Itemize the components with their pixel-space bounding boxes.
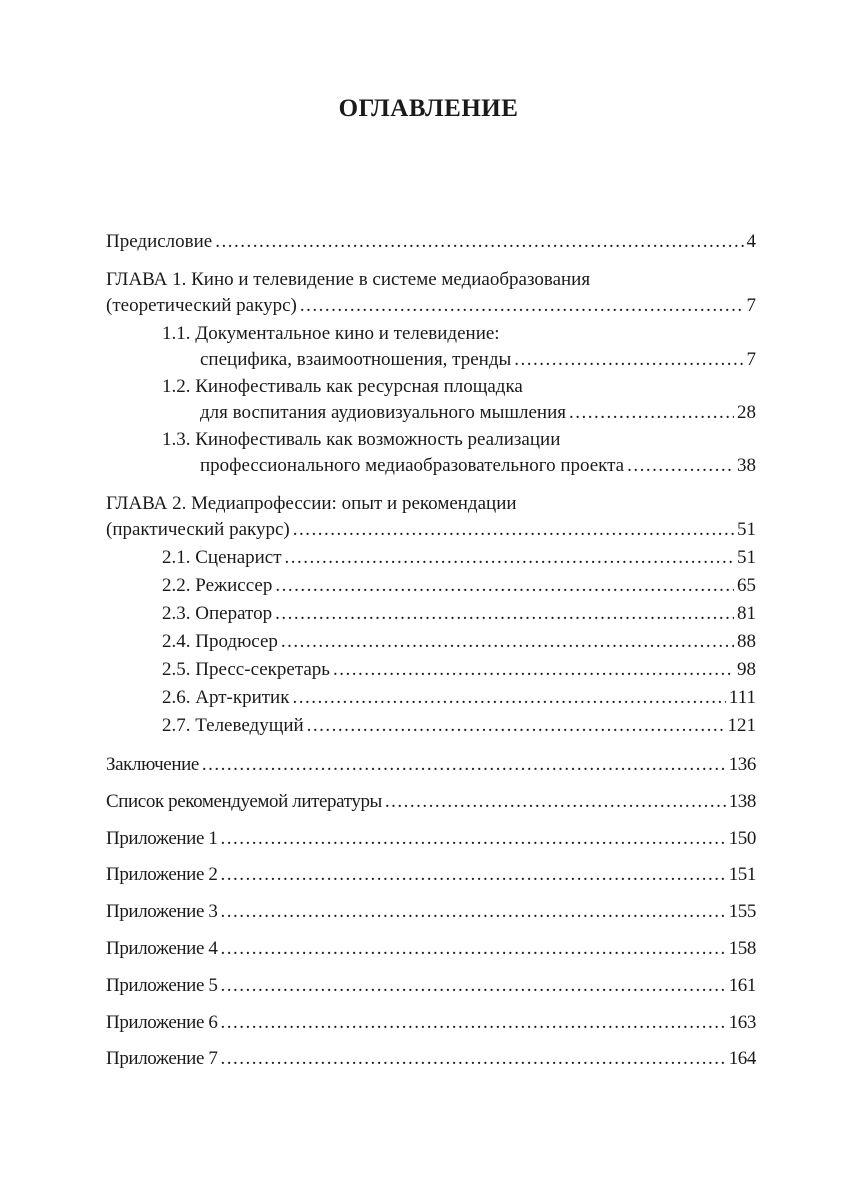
dot-leader: [215, 229, 743, 255]
toc-entry-section-2-3[interactable]: [162, 601, 756, 627]
toc-page-number: 121: [727, 715, 756, 736]
toc-page-number: 65: [737, 575, 756, 596]
dot-leader: [569, 400, 734, 426]
toc-entry-label: Приложение 7: [106, 1048, 218, 1069]
toc-entry-appendix-6[interactable]: [106, 1010, 756, 1036]
toc-chapter-1-title[interactable]: ГЛАВА 1. Кино и телевидение в системе медиаобразования: [106, 269, 591, 290]
toc-entry-appendix-5[interactable]: [106, 973, 756, 999]
dot-leader: [220, 862, 725, 888]
toc-entry-section-1-1[interactable]: [200, 347, 756, 373]
dot-leader: [285, 545, 734, 571]
toc-page-number: 7: [746, 349, 756, 370]
toc-entry-label: Приложение 4: [106, 938, 218, 959]
toc-entry-label: 2.6. Арт-критик: [162, 687, 290, 708]
toc-page-number: 98: [737, 659, 756, 680]
toc-entry-section-2-4[interactable]: [162, 629, 756, 655]
toc-section-1-3-title[interactable]: 1.3. Кинофестиваль как возможность реализации: [162, 429, 561, 450]
toc-page-number: 51: [737, 547, 756, 568]
toc-page-number: 7: [746, 295, 756, 316]
toc-entry-section-2-6[interactable]: [162, 685, 756, 711]
toc-page-number: 81: [737, 603, 756, 624]
toc-entry-label: 2.3. Оператор: [162, 603, 273, 624]
toc-page-number: 155: [728, 901, 756, 922]
toc-entry-label: специфика, взаимоотношения, тренды: [200, 349, 512, 370]
toc-entry-label: Предисловие: [106, 231, 213, 252]
toc-entry-chapter-1[interactable]: [106, 293, 756, 319]
dot-leader: [514, 347, 743, 373]
toc-entry-appendix-7[interactable]: [106, 1046, 756, 1072]
toc-entry-section-1-2[interactable]: [200, 400, 756, 426]
toc-entry-bibliography[interactable]: [106, 789, 756, 815]
toc-entry-label: 2.5. Пресс-секретарь: [162, 659, 330, 680]
dot-leader: [220, 1046, 725, 1072]
dot-leader: [292, 685, 725, 711]
dot-leader: [220, 936, 725, 962]
toc-entry-preface[interactable]: [106, 229, 756, 255]
toc-page-number: 136: [728, 754, 756, 775]
toc-entry-chapter-2[interactable]: [106, 517, 756, 543]
dot-leader: [275, 601, 734, 627]
toc-entry-label: (практический ракурс): [106, 519, 290, 540]
dot-leader: [385, 789, 726, 815]
dot-leader: [281, 629, 734, 655]
toc-entry-label: (теоретический ракурс): [106, 295, 297, 316]
toc-page-number: 111: [728, 687, 756, 708]
toc-page-number: 161: [728, 975, 756, 996]
dot-leader: [627, 453, 734, 479]
toc-chapter-2-title[interactable]: ГЛАВА 2. Медиапрофессии: опыт и рекомендации: [106, 493, 517, 514]
toc-page-number: 158: [728, 938, 756, 959]
toc-entry-appendix-3[interactable]: [106, 899, 756, 925]
dot-leader: [220, 973, 725, 999]
toc-entry-section-1-3[interactable]: [200, 453, 756, 479]
toc-entry-appendix-4[interactable]: [106, 936, 756, 962]
dot-leader: [300, 293, 744, 319]
toc-entry-label: Приложение 5: [106, 975, 218, 996]
toc-section-1-2-title[interactable]: 1.2. Кинофестиваль как ресурсная площадка: [162, 376, 523, 397]
dot-leader: [220, 899, 725, 925]
toc-entry-section-2-7[interactable]: [162, 713, 756, 739]
toc-entry-section-2-1[interactable]: [162, 545, 756, 571]
toc-entry-label: Приложение 6: [106, 1012, 218, 1033]
toc-entry-label: 2.1. Сценарист: [162, 547, 282, 568]
toc-entry-section-2-2[interactable]: [162, 573, 756, 599]
toc-page-number: 4: [746, 231, 756, 252]
toc-page-number: 150: [728, 828, 756, 849]
toc-entry-label: профессионального медиаобразовательного проекта: [200, 455, 625, 476]
toc-entry-label: 2.2. Режиссер: [162, 575, 273, 596]
dot-leader: [333, 657, 734, 683]
dot-leader: [202, 752, 726, 778]
toc-page-number: 51: [737, 519, 756, 540]
toc-entry-label: Заключение: [106, 754, 199, 775]
toc-page-number: 164: [728, 1048, 756, 1069]
toc-entry-label: Список рекомендуемой литературы: [106, 791, 382, 812]
toc-entry-conclusion[interactable]: [106, 752, 756, 778]
toc-page-number: 151: [728, 864, 756, 885]
toc-entry-label: для воспитания аудиовизуального мышления: [200, 402, 567, 423]
toc-entry-label: Приложение 1: [106, 828, 218, 849]
toc-entry-label: 2.4. Продюсер: [162, 631, 278, 652]
toc-page-number: 38: [737, 455, 756, 476]
dot-leader: [220, 1010, 725, 1036]
toc-entry-label: 2.7. Телеведущий: [162, 715, 304, 736]
dot-leader: [220, 826, 725, 852]
toc-entry-section-2-5[interactable]: [162, 657, 756, 683]
toc-entry-label: Приложение 2: [106, 864, 218, 885]
toc-page-number: 163: [728, 1012, 756, 1033]
toc-section-1-1-title[interactable]: 1.1. Документальное кино и телевидение:: [162, 323, 500, 344]
dot-leader: [275, 573, 734, 599]
dot-leader: [293, 517, 734, 543]
page-title: ОГЛАВЛЕНИЕ: [338, 95, 519, 122]
toc-page-number: 138: [728, 791, 756, 812]
toc-entry-appendix-2[interactable]: [106, 862, 756, 888]
toc-entry-label: Приложение 3: [106, 901, 218, 922]
toc-entry-appendix-1[interactable]: [106, 826, 756, 852]
toc-page-number: 88: [737, 631, 756, 652]
dot-leader: [307, 713, 725, 739]
toc-page-number: 28: [737, 402, 756, 423]
